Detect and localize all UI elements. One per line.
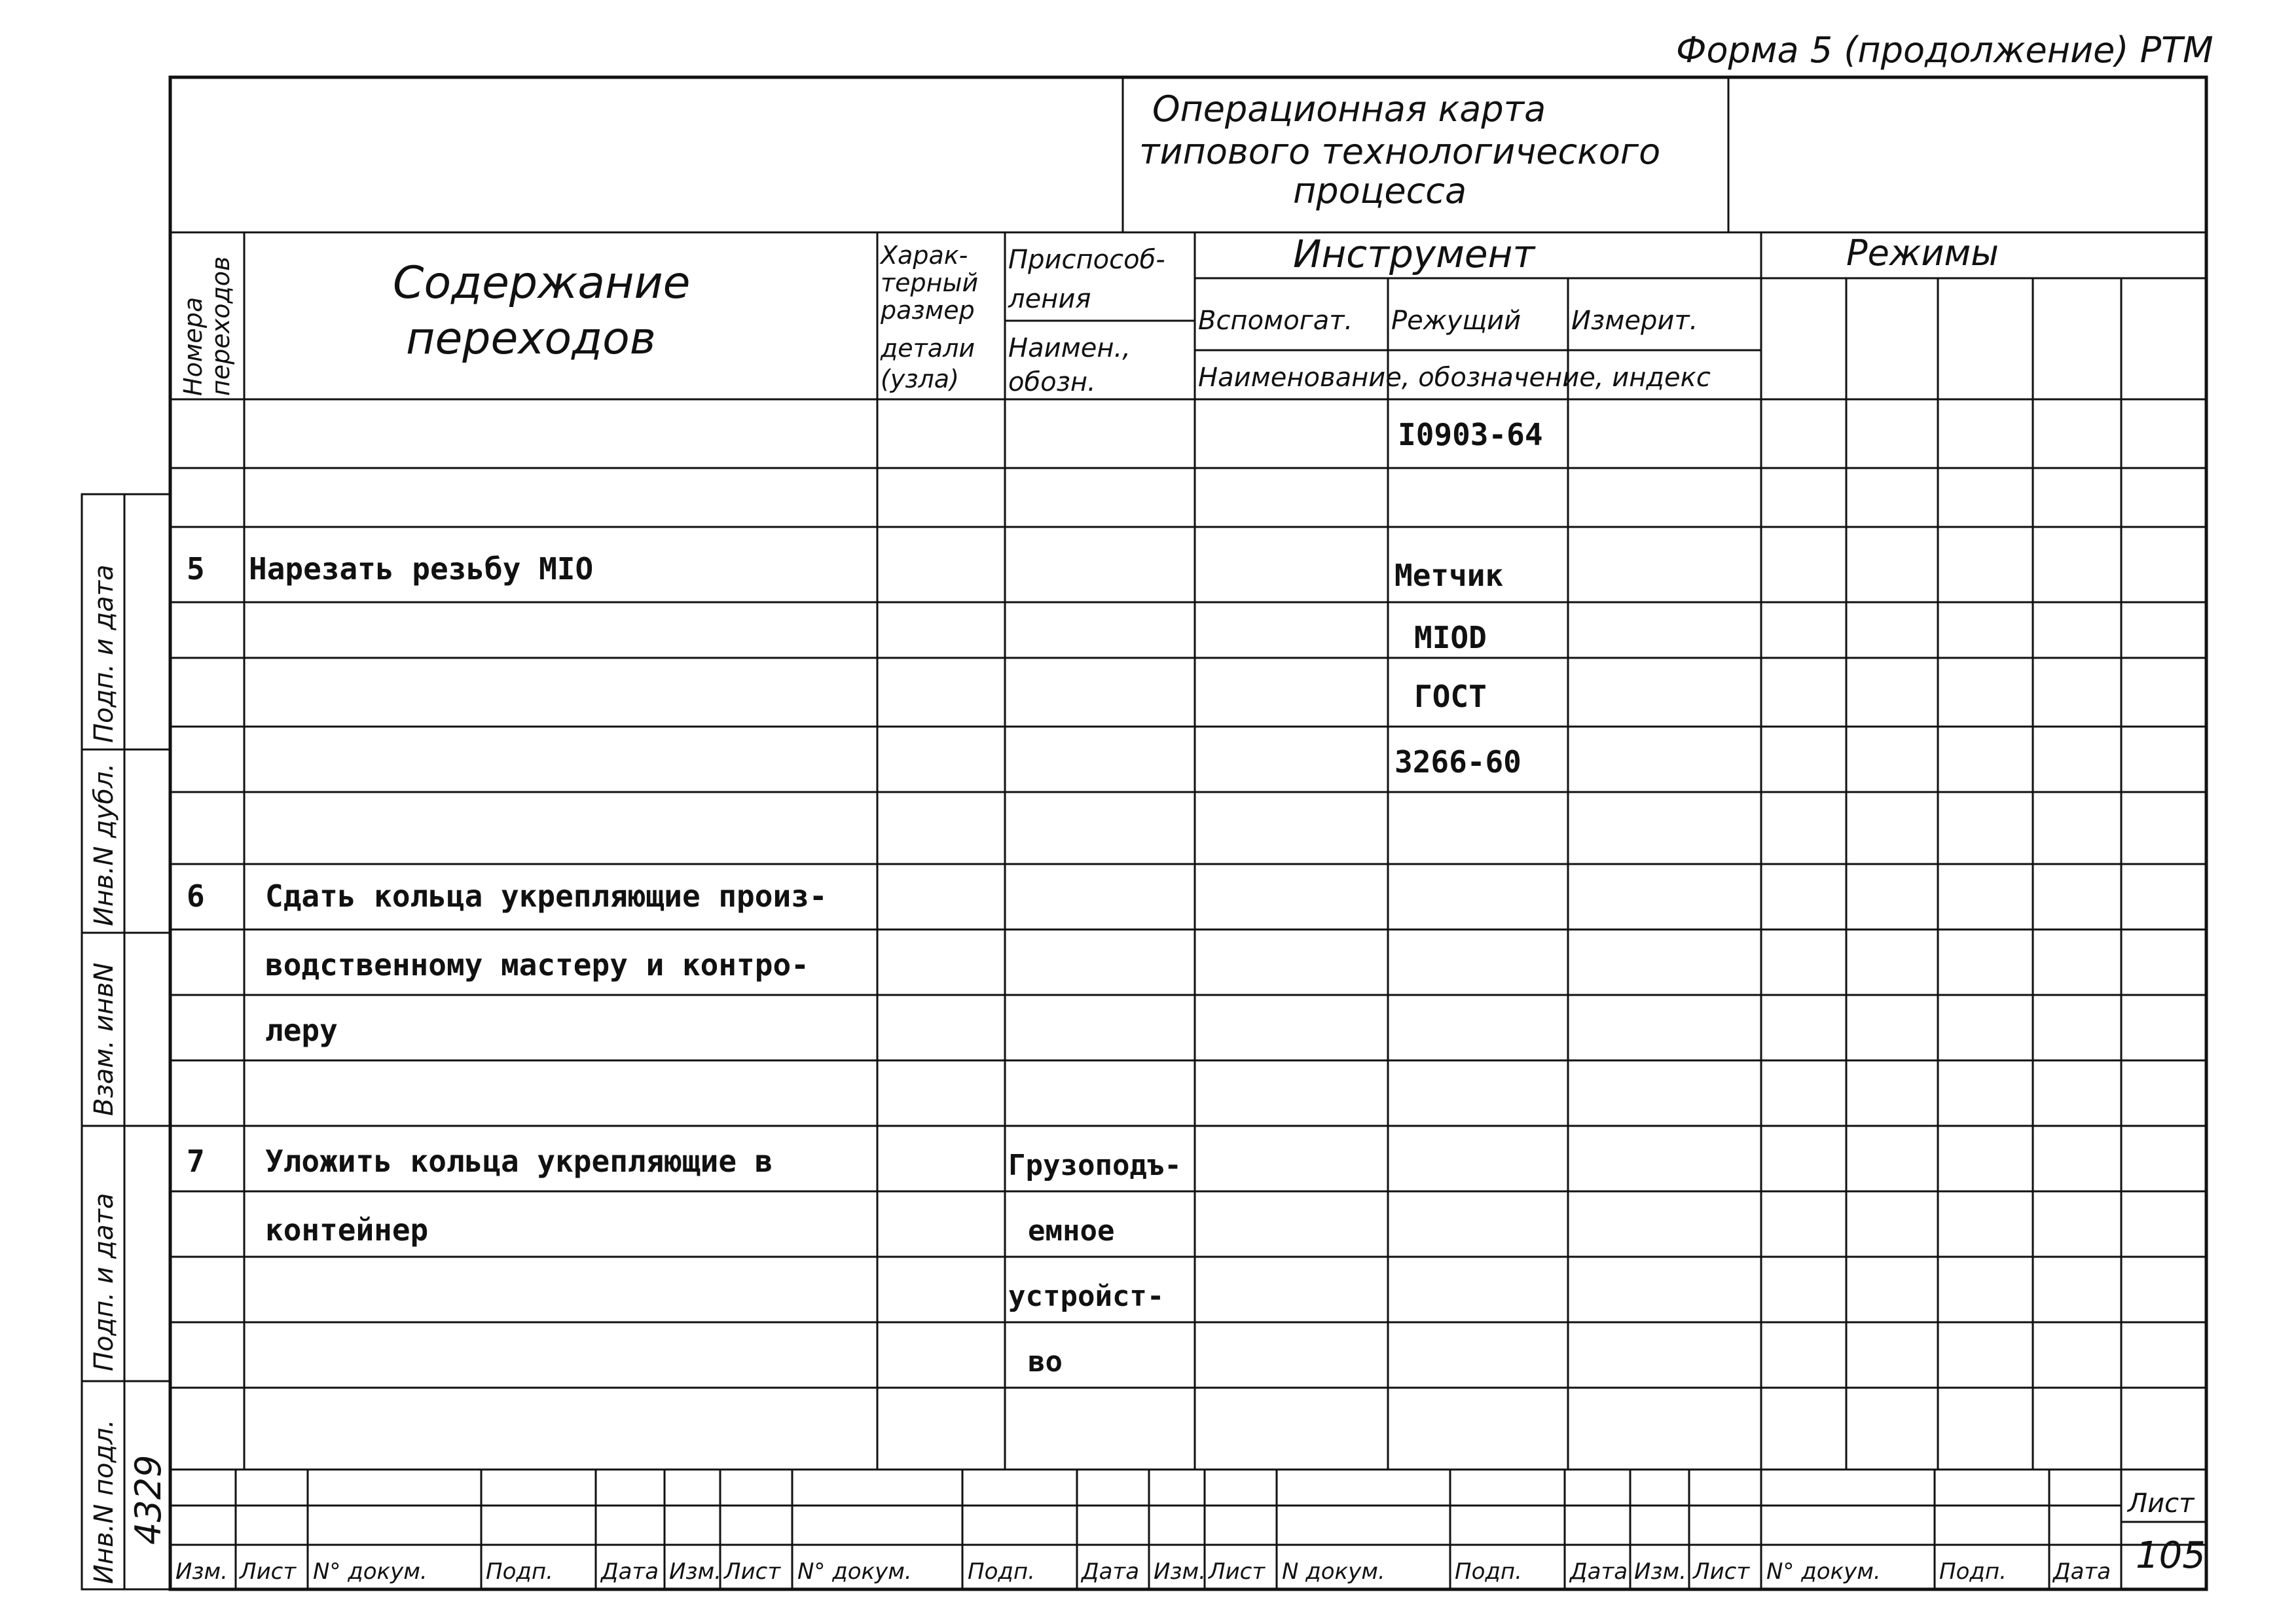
svg-text:3266-60: 3266-60: [1394, 744, 1522, 780]
svg-text:переходов: переходов: [206, 256, 235, 396]
svg-text:Изм.: Изм.: [175, 1559, 228, 1585]
svg-text:Операционная карта: Операционная карта: [1152, 88, 1546, 130]
svg-text:(узла): (узла): [881, 365, 959, 393]
svg-text:устройст-: устройст-: [1008, 1280, 1165, 1313]
svg-text:N° докум.: N° докум.: [313, 1559, 428, 1585]
svg-text:детали: детали: [881, 334, 975, 363]
row7-content: Уложить кольца укрепляющие в: [265, 1144, 773, 1179]
inventory-number: 4329: [128, 1454, 169, 1545]
svg-text:Наименование, обозначение, инд: Наименование, обозначение, индекс: [1198, 363, 1711, 393]
header-num: Номера: [179, 297, 208, 396]
svg-text:Лист: Лист: [724, 1559, 781, 1585]
svg-text:размер: размер: [881, 296, 975, 325]
svg-text:Инв.N подл.: Инв.N подл.: [89, 1419, 119, 1584]
svg-text:N докум.: N докум.: [1282, 1559, 1385, 1585]
column-headers: [179, 232, 1999, 397]
row1-tool: I0903-64: [1398, 417, 1543, 452]
header-content: Содержание: [393, 257, 691, 309]
row6-content: Сдать кольца укрепляющие произ-: [265, 878, 828, 914]
svg-text:Режущий: Режущий: [1391, 306, 1522, 336]
row6-num: 6: [187, 878, 205, 914]
svg-text:Подп. и дата: Подп. и дата: [89, 1193, 119, 1371]
svg-text:терный: терный: [881, 268, 979, 297]
svg-text:водственному мастеру и контро-: водственному мастеру и контро-: [265, 947, 809, 983]
sheet-label: Лист: [2128, 1489, 2195, 1519]
row7-fixture: Грузоподъ-: [1008, 1149, 1182, 1182]
footer-stamp: [175, 1489, 2206, 1585]
svg-text:Подп.: Подп.: [1455, 1559, 1522, 1585]
svg-text:Подп. и дата: Подп. и дата: [89, 564, 119, 743]
header-fixture: Приспособ-: [1008, 245, 1165, 275]
svg-text:Инв.N дубл.: Инв.N дубл.: [89, 763, 119, 926]
svg-text:ГОСТ: ГОСТ: [1414, 679, 1487, 714]
svg-text:Подп.: Подп.: [968, 1559, 1035, 1585]
svg-text:Изм.: Изм.: [1634, 1559, 1686, 1585]
svg-text:Изм.: Изм.: [669, 1559, 721, 1585]
svg-text:MIOD: MIOD: [1414, 620, 1487, 655]
row5-content: Нарезать резьбу MIO: [249, 551, 594, 586]
svg-text:Подп.: Подп.: [1939, 1559, 2007, 1585]
svg-text:Дата: Дата: [1570, 1559, 1628, 1585]
svg-text:N° докум.: N° докум.: [797, 1559, 912, 1585]
form-label: Форма 5 (продолжение) РТМ: [1676, 29, 2214, 71]
header-char-size: Харак-: [881, 241, 968, 270]
svg-text:Лист: Лист: [1693, 1559, 1750, 1585]
sheet-number: 105: [2136, 1534, 2206, 1577]
header-modes: Режимы: [1846, 232, 1999, 274]
svg-text:N° докум.: N° докум.: [1766, 1559, 1881, 1585]
svg-text:контейнер: контейнер: [265, 1212, 429, 1248]
svg-text:типового технологического: типового технологического: [1139, 131, 1661, 172]
svg-text:Лист: Лист: [240, 1559, 297, 1585]
svg-text:леру: леру: [265, 1013, 338, 1048]
row5-tool: Метчик: [1394, 558, 1504, 593]
svg-text:Измерит.: Измерит.: [1571, 306, 1698, 336]
svg-text:обозн.: обозн.: [1008, 367, 1096, 397]
svg-text:процесса: процесса: [1293, 170, 1467, 211]
svg-text:переходов: переходов: [406, 313, 656, 365]
row7-num: 7: [187, 1144, 205, 1179]
title-block: [1139, 88, 1660, 211]
svg-text:Наимен.,: Наимен.,: [1008, 333, 1131, 363]
svg-text:во: во: [1028, 1345, 1063, 1379]
svg-text:ления: ления: [1008, 284, 1091, 314]
svg-text:Вспомогат.: Вспомогат.: [1198, 306, 1353, 336]
svg-text:емное: емное: [1028, 1214, 1115, 1248]
row5-num: 5: [187, 551, 205, 586]
svg-text:Изм.: Изм.: [1154, 1559, 1206, 1585]
svg-text:Дата: Дата: [601, 1559, 659, 1585]
svg-text:Дата: Дата: [1082, 1559, 1140, 1585]
svg-text:Подп.: Подп.: [486, 1559, 553, 1585]
header-tool: Инструмент: [1293, 232, 1535, 276]
side-stamp: [89, 565, 169, 1584]
svg-text:Лист: Лист: [1209, 1559, 1266, 1585]
svg-text:Взам. инвN: Взам. инвN: [89, 962, 119, 1116]
table-body: [187, 417, 1543, 1379]
svg-text:Дата: Дата: [2053, 1559, 2111, 1585]
